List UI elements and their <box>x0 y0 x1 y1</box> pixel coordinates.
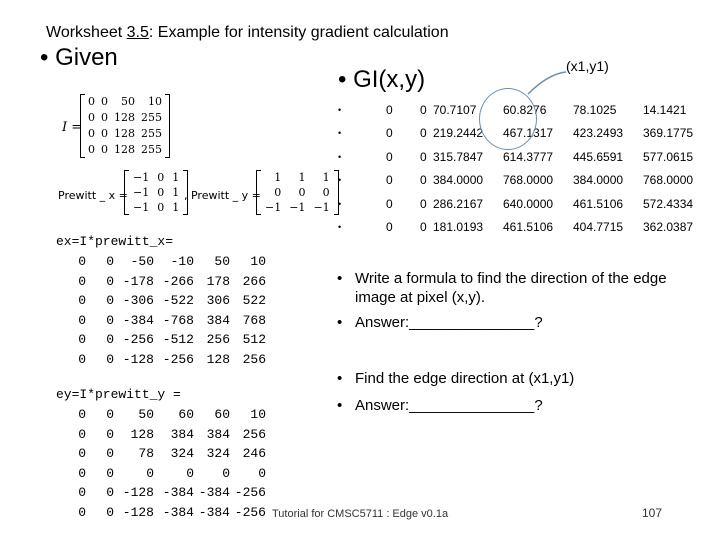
matrix-cell: 0 <box>88 111 95 124</box>
matrix-cell: 384 <box>206 312 230 328</box>
matrix-cell: 0 <box>88 127 95 140</box>
matrix-cell: 128 <box>130 426 154 442</box>
matrix-cell: 78 <box>138 446 154 462</box>
gi-cell: 461.5106 <box>573 196 624 211</box>
matrix-row <box>56 425 266 445</box>
matrix-cell: -128 <box>122 485 154 501</box>
matrix-row <box>85 142 165 158</box>
worksheet-title <box>46 24 449 42</box>
matrix-cell: 246 <box>242 446 266 462</box>
callout-ellipse <box>479 88 537 150</box>
gi-cell: 369.1775 <box>643 126 694 141</box>
matrix-cell: 128 <box>206 351 230 367</box>
matrix-cell: -128 <box>122 504 154 520</box>
matrix-cell: 0 <box>78 293 86 309</box>
matrix-cell: 0 <box>101 111 108 124</box>
matrix-cell: -306 <box>122 293 154 309</box>
ex-matrix <box>56 252 266 369</box>
matrix-cell: 0 <box>258 465 266 481</box>
matrix-row <box>129 170 183 185</box>
matrix-cell: 0 <box>106 332 114 348</box>
ey-label: ey=I*prewitt_y = <box>56 387 181 402</box>
matrix-cell: 0 <box>88 95 95 108</box>
matrix-cell: −1 <box>265 201 282 214</box>
bullet: • <box>337 370 343 387</box>
matrix-cell: 0 <box>106 504 114 520</box>
gi-cell: 0 <box>420 126 427 141</box>
matrix-cell: 178 <box>206 273 230 289</box>
matrix-cell: −1 <box>133 186 150 199</box>
gi-heading: • GI(x,y) <box>338 66 426 93</box>
matrix-cell: -384 <box>122 312 154 328</box>
matrix-row <box>56 330 266 350</box>
matrix-cell: 1 <box>172 201 180 214</box>
answer-direction <box>337 396 543 415</box>
gi-cell: 315.7847 <box>433 149 484 164</box>
bullet: • <box>338 151 342 162</box>
gi-row <box>338 192 699 216</box>
matrix-cell: 1 <box>172 186 180 199</box>
matrix-i <box>80 94 170 158</box>
matrix-cell: 0 <box>88 143 95 156</box>
prewitt-x-matrix <box>124 170 188 215</box>
matrix-cell: 256 <box>242 351 266 367</box>
bullet: • <box>337 314 343 331</box>
matrix-cell: -256 <box>122 332 154 348</box>
matrix-cell: 0 <box>106 273 114 289</box>
gi-cell: 181.0193 <box>433 220 484 235</box>
gi-cell: 0 <box>386 126 393 141</box>
bullet: • <box>338 175 342 186</box>
gi-cell: 219.2442 <box>433 126 484 141</box>
matrix-row <box>85 94 165 110</box>
matrix-cell: -768 <box>162 312 194 328</box>
matrix-cell: 50 <box>138 407 154 423</box>
question-formula <box>337 269 707 307</box>
matrix-cell: 50 <box>121 95 135 108</box>
matrix-cell: 0 <box>106 312 114 328</box>
ex-label: ex=I*prewitt_x= <box>56 234 174 249</box>
gi-cell: 445.6591 <box>573 149 624 164</box>
matrix-cell: -256 <box>234 485 266 501</box>
answer-formula <box>337 313 543 332</box>
callout-label: (x1,y1) <box>566 58 609 74</box>
matrix-cell: 324 <box>170 446 194 462</box>
matrix-cell: -384 <box>162 504 194 520</box>
matrix-cell: 60 <box>178 407 194 423</box>
prewitt-y-table <box>261 170 334 215</box>
gi-cell: 577.0615 <box>643 149 694 164</box>
question-text: Find the edge direction at (x1,y1) <box>355 370 575 387</box>
matrix-row <box>56 405 266 425</box>
matrix-cell: 128 <box>114 127 135 140</box>
matrix-cell: 0 <box>78 504 86 520</box>
gi-row <box>338 145 699 169</box>
matrix-row <box>85 110 165 126</box>
matrix-cell: −1 <box>133 201 150 214</box>
matrix-cell: 256 <box>242 426 266 442</box>
matrix-cell: 0 <box>78 485 86 501</box>
matrix-row <box>56 350 266 370</box>
given-heading: • Given <box>40 44 118 71</box>
prewitt-x-table <box>129 170 183 215</box>
matrix-row <box>129 185 183 200</box>
bullet: • <box>337 397 343 414</box>
matrix-row <box>56 464 266 484</box>
matrix-cell: 0 <box>157 201 165 214</box>
matrix-cell: −1 <box>133 171 150 184</box>
matrix-cell: -384 <box>162 485 194 501</box>
gi-cell: 70.7107 <box>433 102 477 117</box>
matrix-row <box>85 126 165 142</box>
matrix-cell: 1 <box>172 171 180 184</box>
matrix-row <box>56 252 266 272</box>
matrix-cell: 0 <box>78 312 86 328</box>
matrix-cell: 0 <box>106 293 114 309</box>
matrix-cell: 0 <box>322 186 330 199</box>
matrix-cell: 255 <box>141 143 162 156</box>
matrix-cell: 128 <box>114 143 135 156</box>
answer-text: Answer:_______________? <box>355 397 543 414</box>
matrix-cell: -384 <box>198 504 230 520</box>
matrix-cell: 0 <box>222 465 230 481</box>
matrix-cell: -256 <box>234 504 266 520</box>
matrix-cell: 0 <box>106 485 114 501</box>
matrix-cell: 1 <box>274 171 282 184</box>
matrix-cell: 0 <box>101 95 108 108</box>
matrix-cell: 0 <box>298 186 306 199</box>
question-text: Write a formula to find the direction of the edge image at pixel (x,y). <box>355 270 667 306</box>
matrix-i-table <box>85 94 165 158</box>
matrix-cell: 0 <box>78 273 86 289</box>
matrix-cell: 0 <box>78 426 86 442</box>
title-prefix: Worksheet <box>46 24 127 41</box>
matrix-cell: -10 <box>170 254 194 270</box>
matrix-cell: 306 <box>206 293 230 309</box>
matrix-cell: 266 <box>242 273 266 289</box>
bullet: • <box>338 128 342 139</box>
matrix-cell: 0 <box>186 465 194 481</box>
matrix-cell: 0 <box>106 254 114 270</box>
matrix-row <box>129 200 183 215</box>
matrix-cell: 255 <box>141 127 162 140</box>
matrix-cell: 10 <box>250 407 266 423</box>
answer-text: Answer:_______________? <box>355 314 543 331</box>
matrix-cell: -522 <box>162 293 194 309</box>
gi-cell: 60.8276 <box>503 102 547 117</box>
bullet: • <box>337 270 343 287</box>
gi-cell: 0 <box>386 149 393 164</box>
gi-cell: 0 <box>420 220 427 235</box>
gi-cell: 640.0000 <box>503 196 554 211</box>
matrix-cell: 60 <box>214 407 230 423</box>
title-suffix: : Example for intensity gradient calculation <box>148 24 449 41</box>
gi-cell: 384.0000 <box>433 173 484 188</box>
gi-cell: 384.0000 <box>573 173 624 188</box>
matrix-cell: 0 <box>106 426 114 442</box>
matrix-cell: 0 <box>78 407 86 423</box>
gi-cell: 768.0000 <box>503 173 554 188</box>
matrix-row <box>56 444 266 464</box>
matrix-row <box>56 291 266 311</box>
gi-cell: 0 <box>420 196 427 211</box>
matrix-cell: 522 <box>242 293 266 309</box>
matrix-cell: 0 <box>146 465 154 481</box>
matrix-cell: -50 <box>130 254 154 270</box>
prewitt-y-matrix <box>256 170 339 215</box>
bullet: • <box>338 222 342 233</box>
matrix-cell: 1 <box>298 171 306 184</box>
matrix-cell: -512 <box>162 332 194 348</box>
gi-row <box>338 169 699 193</box>
matrix-cell: 0 <box>78 332 86 348</box>
matrix-cell: -384 <box>198 485 230 501</box>
title-number: 3.5 <box>126 24 149 41</box>
matrix-row <box>261 170 334 185</box>
matrix-cell: 324 <box>206 446 230 462</box>
gi-cell: 461.5106 <box>503 220 554 235</box>
matrix-cell: -128 <box>122 351 154 367</box>
gi-cell: 286.2167 <box>433 196 484 211</box>
matrix-cell: 512 <box>242 332 266 348</box>
footer-text: Tutorial for CMSC5711 : Edge v0.1a <box>272 508 449 520</box>
matrix-row <box>56 483 266 503</box>
gi-cell: 0 <box>386 173 393 188</box>
gi-cell: 768.0000 <box>643 173 694 188</box>
gi-cell: 362.0387 <box>643 220 694 235</box>
matrix-cell: 50 <box>214 254 230 270</box>
matrix-cell: 384 <box>206 426 230 442</box>
gi-cell: 14.1421 <box>643 102 687 117</box>
matrix-cell: 10 <box>148 95 162 108</box>
gi-cell: 404.7715 <box>573 220 624 235</box>
matrix-cell: 0 <box>106 446 114 462</box>
gi-cell: 423.2493 <box>573 126 624 141</box>
matrix-cell: −1 <box>289 201 306 214</box>
matrix-cell: 255 <box>141 111 162 124</box>
matrix-row <box>261 200 334 215</box>
gi-cell: 0 <box>420 173 427 188</box>
matrix-cell: 1 <box>322 171 330 184</box>
matrix-cell: 0 <box>106 407 114 423</box>
matrix-cell: 128 <box>114 111 135 124</box>
matrix-cell: 0 <box>274 186 282 199</box>
bullet: • <box>338 104 342 115</box>
matrix-cell: 0 <box>101 127 108 140</box>
prewitt-y-label: , Prewitt _ y = <box>184 189 261 202</box>
matrix-row <box>56 272 266 292</box>
gi-cell: 572.4334 <box>643 196 694 211</box>
matrix-cell: 384 <box>170 426 194 442</box>
matrix-cell: 10 <box>250 254 266 270</box>
matrix-cell: -266 <box>162 273 194 289</box>
gi-cell: 0 <box>420 149 427 164</box>
matrix-i-label: I = <box>62 120 83 135</box>
matrix-cell: 768 <box>242 312 266 328</box>
matrix-cell: 0 <box>78 446 86 462</box>
matrix-row <box>56 503 266 523</box>
matrix-cell: 0 <box>78 351 86 367</box>
matrix-cell: 0 <box>106 465 114 481</box>
gi-cell: 0 <box>386 220 393 235</box>
gi-cell: 0 <box>386 102 393 117</box>
gi-cell: 0 <box>420 102 427 117</box>
bullet: • <box>338 198 342 209</box>
gi-cell: 614.3777 <box>503 149 554 164</box>
gi-cell: 0 <box>386 196 393 211</box>
matrix-cell: 0 <box>78 465 86 481</box>
matrix-cell: 256 <box>206 332 230 348</box>
matrix-cell: 0 <box>157 171 165 184</box>
matrix-i-right-bracket <box>165 94 170 158</box>
matrix-cell: 0 <box>157 186 165 199</box>
matrix-cell: 0 <box>101 143 108 156</box>
matrix-cell: −1 <box>313 201 330 214</box>
matrix-cell: -256 <box>162 351 194 367</box>
matrix-cell: 0 <box>78 254 86 270</box>
matrix-row <box>261 185 334 200</box>
gi-row <box>338 216 699 240</box>
matrix-cell: 0 <box>106 351 114 367</box>
gi-cell: 467.1317 <box>503 126 554 141</box>
question-direction <box>337 369 574 388</box>
ey-matrix <box>56 405 266 522</box>
page-number: 107 <box>642 506 663 520</box>
matrix-row <box>56 311 266 331</box>
prewitt-x-label: Prewitt _ x = <box>58 189 128 202</box>
matrix-cell: -178 <box>122 273 154 289</box>
gi-cell: 78.1025 <box>573 102 617 117</box>
